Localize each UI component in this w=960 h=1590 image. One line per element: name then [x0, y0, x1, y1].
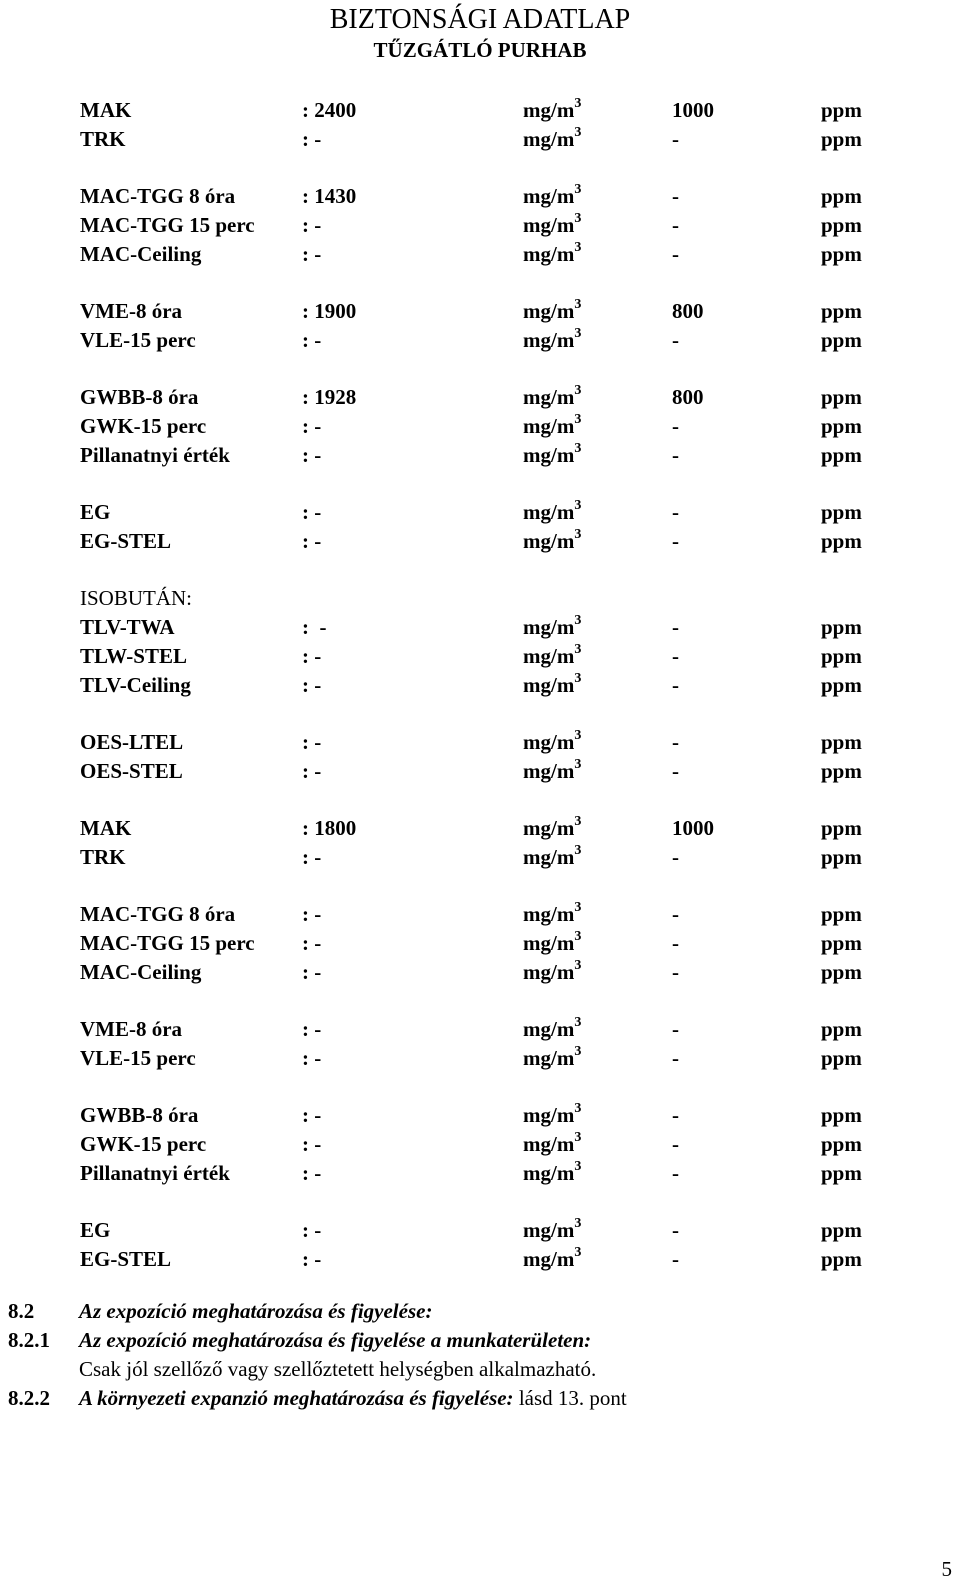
limit-value: : - [302, 902, 322, 926]
limit-name: MAC-TGG 15 perc [80, 213, 255, 237]
unit-exponent: 3 [574, 1159, 582, 1174]
ppm-value: - [672, 127, 679, 151]
unit-mg-m3 [523, 929, 581, 958]
unit-mg-m3 [523, 642, 581, 671]
unit-text: mg/m [523, 759, 575, 783]
limit-value: : - [302, 644, 322, 668]
unit-text: mg/m [523, 242, 575, 266]
unit-exponent: 3 [574, 613, 582, 628]
document-title: BIZTONSÁGI ADATLAP [329, 4, 631, 35]
unit-mg-m3 [523, 814, 581, 843]
unit-ppm: ppm [821, 529, 862, 553]
unit-mg-m3 [523, 958, 581, 987]
section-title: Az expozíció meghatározása és figyelése a munkaterületen: [79, 1328, 592, 1352]
unit-ppm: ppm [821, 1218, 862, 1242]
unit-ppm: ppm [821, 1046, 862, 1070]
ppm-value: - [672, 615, 679, 639]
unit-text: mg/m [523, 845, 575, 869]
limit-row [80, 900, 880, 929]
unit-ppm: ppm [821, 299, 862, 323]
unit-text: mg/m [523, 213, 575, 237]
limit-name: GWK-15 perc [80, 414, 207, 438]
limit-row [80, 728, 880, 757]
unit-text: mg/m [523, 673, 575, 697]
unit-ppm: ppm [821, 1132, 862, 1156]
unit-exponent: 3 [574, 1101, 582, 1116]
unit-text: mg/m [523, 414, 575, 438]
ppm-value: - [672, 644, 679, 668]
limit-name: EG [80, 500, 111, 524]
limit-value: : - [302, 931, 322, 955]
ppm-value: - [672, 759, 679, 783]
section-text [79, 1326, 591, 1354]
unit-ppm: ppm [821, 1247, 862, 1271]
limit-name: MAC-TGG 8 óra [80, 902, 236, 926]
ppm-value: - [672, 931, 679, 955]
unit-exponent: 3 [574, 527, 582, 542]
substance-name: ISOBUTÁN: [80, 586, 193, 610]
unit-exponent: 3 [574, 757, 582, 772]
unit-ppm: ppm [821, 1017, 862, 1041]
section-number: 8.2 [8, 1299, 35, 1323]
ppm-value: - [672, 730, 679, 754]
unit-ppm: ppm [821, 902, 862, 926]
unit-text: mg/m [523, 902, 575, 926]
page-number: 5 [941, 1557, 952, 1581]
unit-text: mg/m [523, 184, 575, 208]
limit-value: : - [302, 500, 322, 524]
unit-ppm: ppm [821, 816, 862, 840]
unit-mg-m3 [523, 412, 581, 441]
unit-ppm: ppm [821, 127, 862, 151]
ppm-value: - [672, 960, 679, 984]
limit-name: OES-STEL [80, 759, 183, 783]
limit-name: MAC-Ceiling [80, 242, 202, 266]
unit-mg-m3 [523, 1216, 581, 1245]
unit-exponent: 3 [574, 182, 582, 197]
ppm-value: - [672, 213, 679, 237]
limit-name: TRK [80, 845, 126, 869]
limit-value: : - [302, 960, 322, 984]
ppm-value: - [672, 1218, 679, 1242]
ppm-value: - [672, 1017, 679, 1041]
limit-value: : - [302, 242, 322, 266]
limit-row [80, 1015, 880, 1044]
limit-name: Pillanatnyi érték [80, 443, 230, 467]
unit-text: mg/m [523, 1017, 575, 1041]
ppm-value: - [672, 1103, 679, 1127]
limit-value: : - [302, 730, 322, 754]
unit-mg-m3 [523, 1044, 581, 1073]
unit-exponent: 3 [574, 1015, 582, 1030]
limit-name: VLE-15 perc [80, 1046, 196, 1070]
unit-mg-m3 [523, 728, 581, 757]
section-text [79, 1355, 596, 1383]
unit-ppm: ppm [821, 414, 862, 438]
limit-value: : 1900 [302, 299, 357, 323]
unit-mg-m3 [523, 671, 581, 700]
unit-exponent: 3 [574, 441, 582, 456]
limit-value: : - [302, 615, 327, 639]
limit-value: : 1430 [302, 184, 357, 208]
limit-row [80, 1044, 880, 1073]
limit-name: Pillanatnyi érték [80, 1161, 230, 1185]
section-text [79, 1297, 432, 1325]
unit-ppm: ppm [821, 845, 862, 869]
unit-mg-m3 [523, 843, 581, 872]
limit-row [80, 1216, 880, 1245]
unit-exponent: 3 [574, 900, 582, 915]
unit-exponent: 3 [574, 383, 582, 398]
ppm-value: - [672, 845, 679, 869]
limit-name: TLW-STEL [80, 644, 187, 668]
limit-row [80, 1101, 880, 1130]
substance-label [80, 584, 880, 613]
unit-exponent: 3 [574, 671, 582, 686]
unit-ppm: ppm [821, 328, 862, 352]
limit-value: : - [302, 673, 322, 697]
unit-mg-m3 [523, 182, 581, 211]
limit-row [80, 125, 880, 154]
unit-text: mg/m [523, 385, 575, 409]
ppm-value: - [672, 184, 679, 208]
unit-mg-m3 [523, 211, 581, 240]
unit-mg-m3 [523, 757, 581, 786]
limit-row [80, 642, 880, 671]
unit-mg-m3 [523, 383, 581, 412]
unit-exponent: 3 [574, 929, 582, 944]
limit-value: : 1800 [302, 816, 357, 840]
limit-row [80, 441, 880, 470]
ppm-value: - [672, 529, 679, 553]
section-text [79, 1384, 627, 1412]
product-name: TŰZGÁTLÓ PURHAB [373, 38, 587, 62]
unit-exponent: 3 [574, 297, 582, 312]
limit-value: : - [302, 1017, 322, 1041]
limit-value: : 1928 [302, 385, 357, 409]
section-body: lásd 13. pont [513, 1386, 627, 1410]
limit-row [80, 326, 880, 355]
limit-value: : - [302, 1161, 322, 1185]
unit-ppm: ppm [821, 98, 862, 122]
limit-name: TLV-TWA [80, 615, 175, 639]
limit-name: VME-8 óra [80, 1017, 183, 1041]
section-number: 8.2.1 [8, 1328, 50, 1352]
unit-ppm: ppm [821, 960, 862, 984]
unit-exponent: 3 [574, 1130, 582, 1145]
limit-row [80, 1130, 880, 1159]
limit-name: GWBB-8 óra [80, 1103, 199, 1127]
limit-value: : - [302, 414, 322, 438]
limit-row [80, 843, 880, 872]
limit-name: EG [80, 1218, 111, 1242]
unit-exponent: 3 [574, 843, 582, 858]
unit-mg-m3 [523, 441, 581, 470]
limit-name: MAC-Ceiling [80, 960, 202, 984]
limit-row [80, 96, 880, 125]
unit-exponent: 3 [574, 96, 582, 111]
unit-exponent: 3 [574, 498, 582, 513]
ppm-value: - [672, 1161, 679, 1185]
limit-value: : - [302, 213, 322, 237]
unit-text: mg/m [523, 1103, 575, 1127]
limit-name: VME-8 óra [80, 299, 183, 323]
unit-mg-m3 [523, 613, 581, 642]
unit-text: mg/m [523, 529, 575, 553]
unit-ppm: ppm [821, 213, 862, 237]
exposure-limits-table [80, 96, 880, 1274]
limit-name: TLV-Ceiling [80, 673, 191, 697]
limit-row [80, 929, 880, 958]
unit-text: mg/m [523, 1218, 575, 1242]
unit-ppm: ppm [821, 759, 862, 783]
limit-value: : - [302, 1247, 322, 1271]
limit-name: EG-STEL [80, 529, 172, 553]
limit-value: : - [302, 529, 322, 553]
section-number: 8.2.2 [8, 1386, 50, 1410]
limit-value: : - [302, 845, 322, 869]
unit-ppm: ppm [821, 385, 862, 409]
ppm-value: - [672, 673, 679, 697]
unit-mg-m3 [523, 1159, 581, 1188]
section-body: Csak jól szellőző vagy szellőztetett helységben alkalmazható. [79, 1357, 597, 1381]
ppm-value: - [672, 1247, 679, 1271]
unit-text: mg/m [523, 730, 575, 754]
ppm-value: 800 [672, 385, 704, 409]
limit-value: : - [302, 1103, 322, 1127]
unit-exponent: 3 [574, 211, 582, 226]
limit-value: : 2400 [302, 98, 357, 122]
unit-text: mg/m [523, 127, 575, 151]
unit-exponent: 3 [574, 240, 582, 255]
limit-row [80, 1159, 880, 1188]
limit-row [80, 527, 880, 556]
unit-mg-m3 [523, 1130, 581, 1159]
unit-text: mg/m [523, 328, 575, 352]
limit-value: : - [302, 127, 322, 151]
unit-mg-m3 [523, 96, 581, 125]
unit-ppm: ppm [821, 500, 862, 524]
limit-row [80, 211, 880, 240]
limit-value: : - [302, 443, 322, 467]
unit-text: mg/m [523, 1247, 575, 1271]
unit-text: mg/m [523, 931, 575, 955]
limit-row [80, 757, 880, 786]
unit-mg-m3 [523, 527, 581, 556]
unit-mg-m3 [523, 326, 581, 355]
unit-exponent: 3 [574, 1044, 582, 1059]
unit-exponent: 3 [574, 1245, 582, 1260]
ppm-value: - [672, 328, 679, 352]
unit-ppm: ppm [821, 673, 862, 697]
unit-text: mg/m [523, 299, 575, 323]
unit-text: mg/m [523, 443, 575, 467]
ppm-value: - [672, 414, 679, 438]
unit-mg-m3 [523, 498, 581, 527]
limit-name: GWBB-8 óra [80, 385, 199, 409]
unit-text: mg/m [523, 1161, 575, 1185]
unit-text: mg/m [523, 615, 575, 639]
ppm-value: - [672, 500, 679, 524]
limit-row [80, 671, 880, 700]
document-header [300, 4, 660, 64]
limit-name: MAC-TGG 15 perc [80, 931, 255, 955]
unit-ppm: ppm [821, 1103, 862, 1127]
limit-name: EG-STEL [80, 1247, 172, 1271]
unit-mg-m3 [523, 1245, 581, 1274]
unit-exponent: 3 [574, 642, 582, 657]
limit-name: GWK-15 perc [80, 1132, 207, 1156]
limit-value: : - [302, 759, 322, 783]
unit-mg-m3 [523, 1015, 581, 1044]
unit-mg-m3 [523, 240, 581, 269]
ppm-value: - [672, 902, 679, 926]
unit-ppm: ppm [821, 1161, 862, 1185]
limit-value: : - [302, 328, 322, 352]
ppm-value: 800 [672, 299, 704, 323]
unit-ppm: ppm [821, 644, 862, 668]
limit-name: TRK [80, 127, 126, 151]
unit-text: mg/m [523, 816, 575, 840]
limit-row [80, 958, 880, 987]
limit-row [80, 412, 880, 441]
limit-row [80, 498, 880, 527]
limit-name: MAK [80, 98, 132, 122]
limit-name: MAC-TGG 8 óra [80, 184, 236, 208]
unit-text: mg/m [523, 960, 575, 984]
unit-ppm: ppm [821, 184, 862, 208]
unit-exponent: 3 [574, 814, 582, 829]
unit-ppm: ppm [821, 242, 862, 266]
limit-value: : - [302, 1046, 322, 1070]
unit-mg-m3 [523, 900, 581, 929]
unit-mg-m3 [523, 125, 581, 154]
unit-mg-m3 [523, 1101, 581, 1130]
ppm-value: - [672, 242, 679, 266]
unit-exponent: 3 [574, 326, 582, 341]
unit-ppm: ppm [821, 615, 862, 639]
ppm-value: - [672, 443, 679, 467]
limit-name: MAK [80, 816, 132, 840]
limit-row [80, 240, 880, 269]
section-title: Az expozíció meghatározása és figyelése: [79, 1299, 433, 1323]
unit-exponent: 3 [574, 958, 582, 973]
ppm-value: - [672, 1132, 679, 1156]
limit-row [80, 182, 880, 211]
limit-row [80, 613, 880, 642]
limit-row [80, 297, 880, 326]
unit-mg-m3 [523, 297, 581, 326]
ppm-value: 1000 [672, 816, 714, 840]
unit-text: mg/m [523, 644, 575, 668]
limit-value: : - [302, 1218, 322, 1242]
limit-name: VLE-15 perc [80, 328, 196, 352]
unit-ppm: ppm [821, 931, 862, 955]
unit-text: mg/m [523, 1046, 575, 1070]
limit-row [80, 383, 880, 412]
ppm-value: - [672, 1046, 679, 1070]
limit-row [80, 814, 880, 843]
unit-text: mg/m [523, 1132, 575, 1156]
unit-exponent: 3 [574, 728, 582, 743]
limit-name: OES-LTEL [80, 730, 184, 754]
ppm-value: 1000 [672, 98, 714, 122]
unit-text: mg/m [523, 98, 575, 122]
limit-row [80, 1245, 880, 1274]
unit-exponent: 3 [574, 125, 582, 140]
unit-ppm: ppm [821, 730, 862, 754]
limit-value: : - [302, 1132, 322, 1156]
unit-exponent: 3 [574, 1216, 582, 1231]
section-title: A környezeti expanzió meghatározása és figyelése: [79, 1386, 514, 1410]
unit-text: mg/m [523, 500, 575, 524]
unit-ppm: ppm [821, 443, 862, 467]
unit-exponent: 3 [574, 412, 582, 427]
